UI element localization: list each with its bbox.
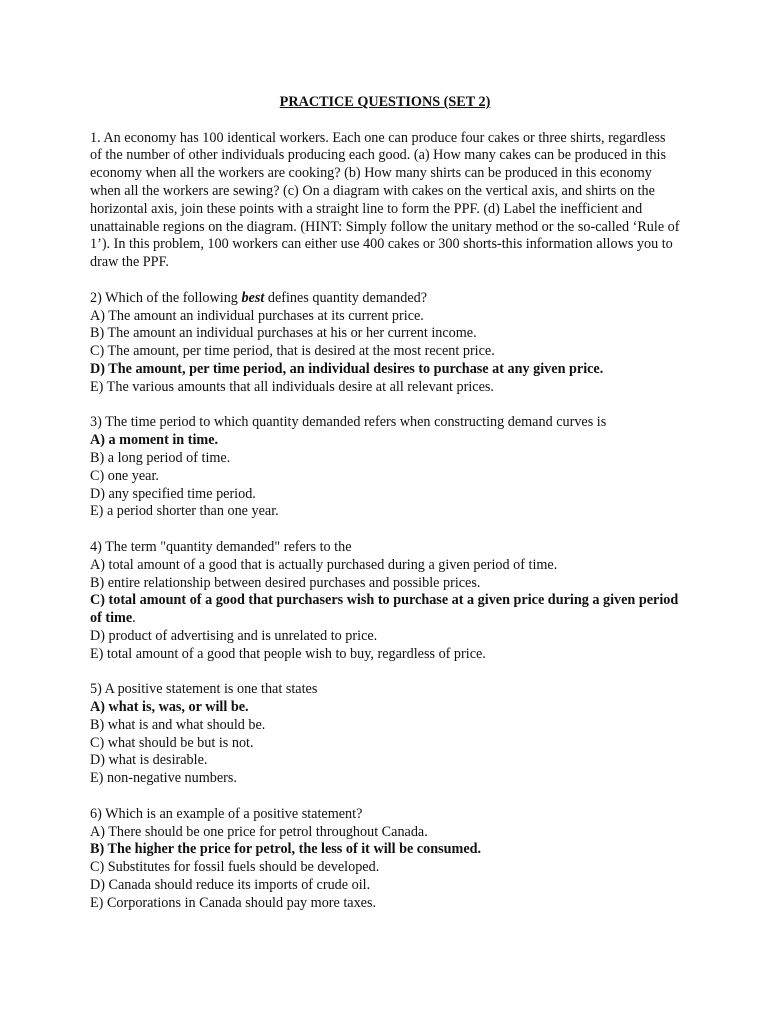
question-2-option-d-answer: D) The amount, per time period, an individual desires to purchase at any given price. [90,360,604,377]
question-2-option-e: E) The various amounts that all individuals desire at all relevant prices. [90,378,494,395]
question-6-option-a: A) There should be one price for petrol throughout Canada. [90,823,428,840]
question-4 [90,539,680,664]
question-5-stem: 5) A positive statement is one that states [90,681,318,698]
question-3-stem: 3) The time period to which quantity demanded refers when constructing demand curves is [90,414,607,431]
question-1: 1. An economy has 100 identical workers. Each one can produce four cakes or three shirts, regardless of the number of other individuals producing each good. (a) How many cakes can be produced in this economy when all the workers are cooking? (b) How many shirts can be produced in this economy when all the workers are sewing? (c) On a diagram with cakes on the vertical axis, and shirts on the horizontal axis, join these points with a straight line to form the PPF. (d) Label the inefficient and unattainable regions on the diagram. (HINT: Simply follow the unitary method or the so-called ‘Rule of 1’). In this problem, 100 workers can either use 400 cakes or 300 shorts-this information allows you to draw the PPF. [90,129,680,271]
question-6-option-e: E) Corporations in Canada should pay more taxes. [90,894,377,911]
question-3 [90,414,680,521]
question-3-option-b: B) a long period of time. [90,449,231,466]
question-4-option-c-period: . [132,610,136,627]
question-5-option-b: B) what is and what should be. [90,716,266,733]
question-5-option-e: E) non-negative numbers. [90,770,237,787]
question-6-option-c: C) Substitutes for fossil fuels should be developed. [90,859,380,876]
question-3-option-e: E) a period shorter than one year. [90,503,279,520]
question-4-option-a: A) total amount of a good that is actually purchased during a given period of time. [90,556,558,573]
question-2-option-c: C) The amount, per time period, that is desired at the most recent price. [90,343,495,360]
question-3-option-a-answer: A) a moment in time. [90,432,219,449]
question-4-option-e: E) total amount of a good that people wish to buy, regardless of price. [90,645,486,662]
question-5-option-c: C) what should be but is not. [90,734,254,751]
question-4-option-d: D) product of advertising and is unrelated to price. [90,627,378,644]
page-title: PRACTICE QUESTIONS (SET 2) [279,94,491,110]
question-2-stem-emphasis: best [241,289,265,306]
question-4-option-b: B) entire relationship between desired purchases and possible prices. [90,574,481,591]
question-4-option-c-answer [90,592,680,628]
question-2 [90,290,680,397]
question-4-stem: 4) The term "quantity demanded" refers to the [90,538,352,555]
question-6-option-d: D) Canada should reduce its imports of crude oil. [90,877,371,894]
question-3-option-d: D) any specified time period. [90,485,256,502]
question-6-option-b-answer: B) The higher the price for petrol, the less of it will be consumed. [90,841,482,858]
question-2-option-a: A) The amount an individual purchases at its current price. [90,307,424,324]
question-2-stem-before: 2) Which of the following [90,289,242,306]
question-5-option-a-answer: A) what is, was, or will be. [90,699,249,716]
question-6-stem: 6) Which is an example of a positive statement? [90,805,363,822]
question-5 [90,681,680,788]
question-4-option-c-text: C) total amount of a good that purchasers wish to purchase at a given price during a given period of time [90,592,679,627]
document-page [90,94,680,930]
question-2-option-b: B) The amount an individual purchases at his or her current income. [90,325,477,342]
question-5-option-d: D) what is desirable. [90,752,208,769]
question-6 [90,806,680,913]
question-2-stem [90,290,680,308]
question-2-stem-after: defines quantity demanded? [264,289,428,306]
question-3-option-c: C) one year. [90,467,159,484]
